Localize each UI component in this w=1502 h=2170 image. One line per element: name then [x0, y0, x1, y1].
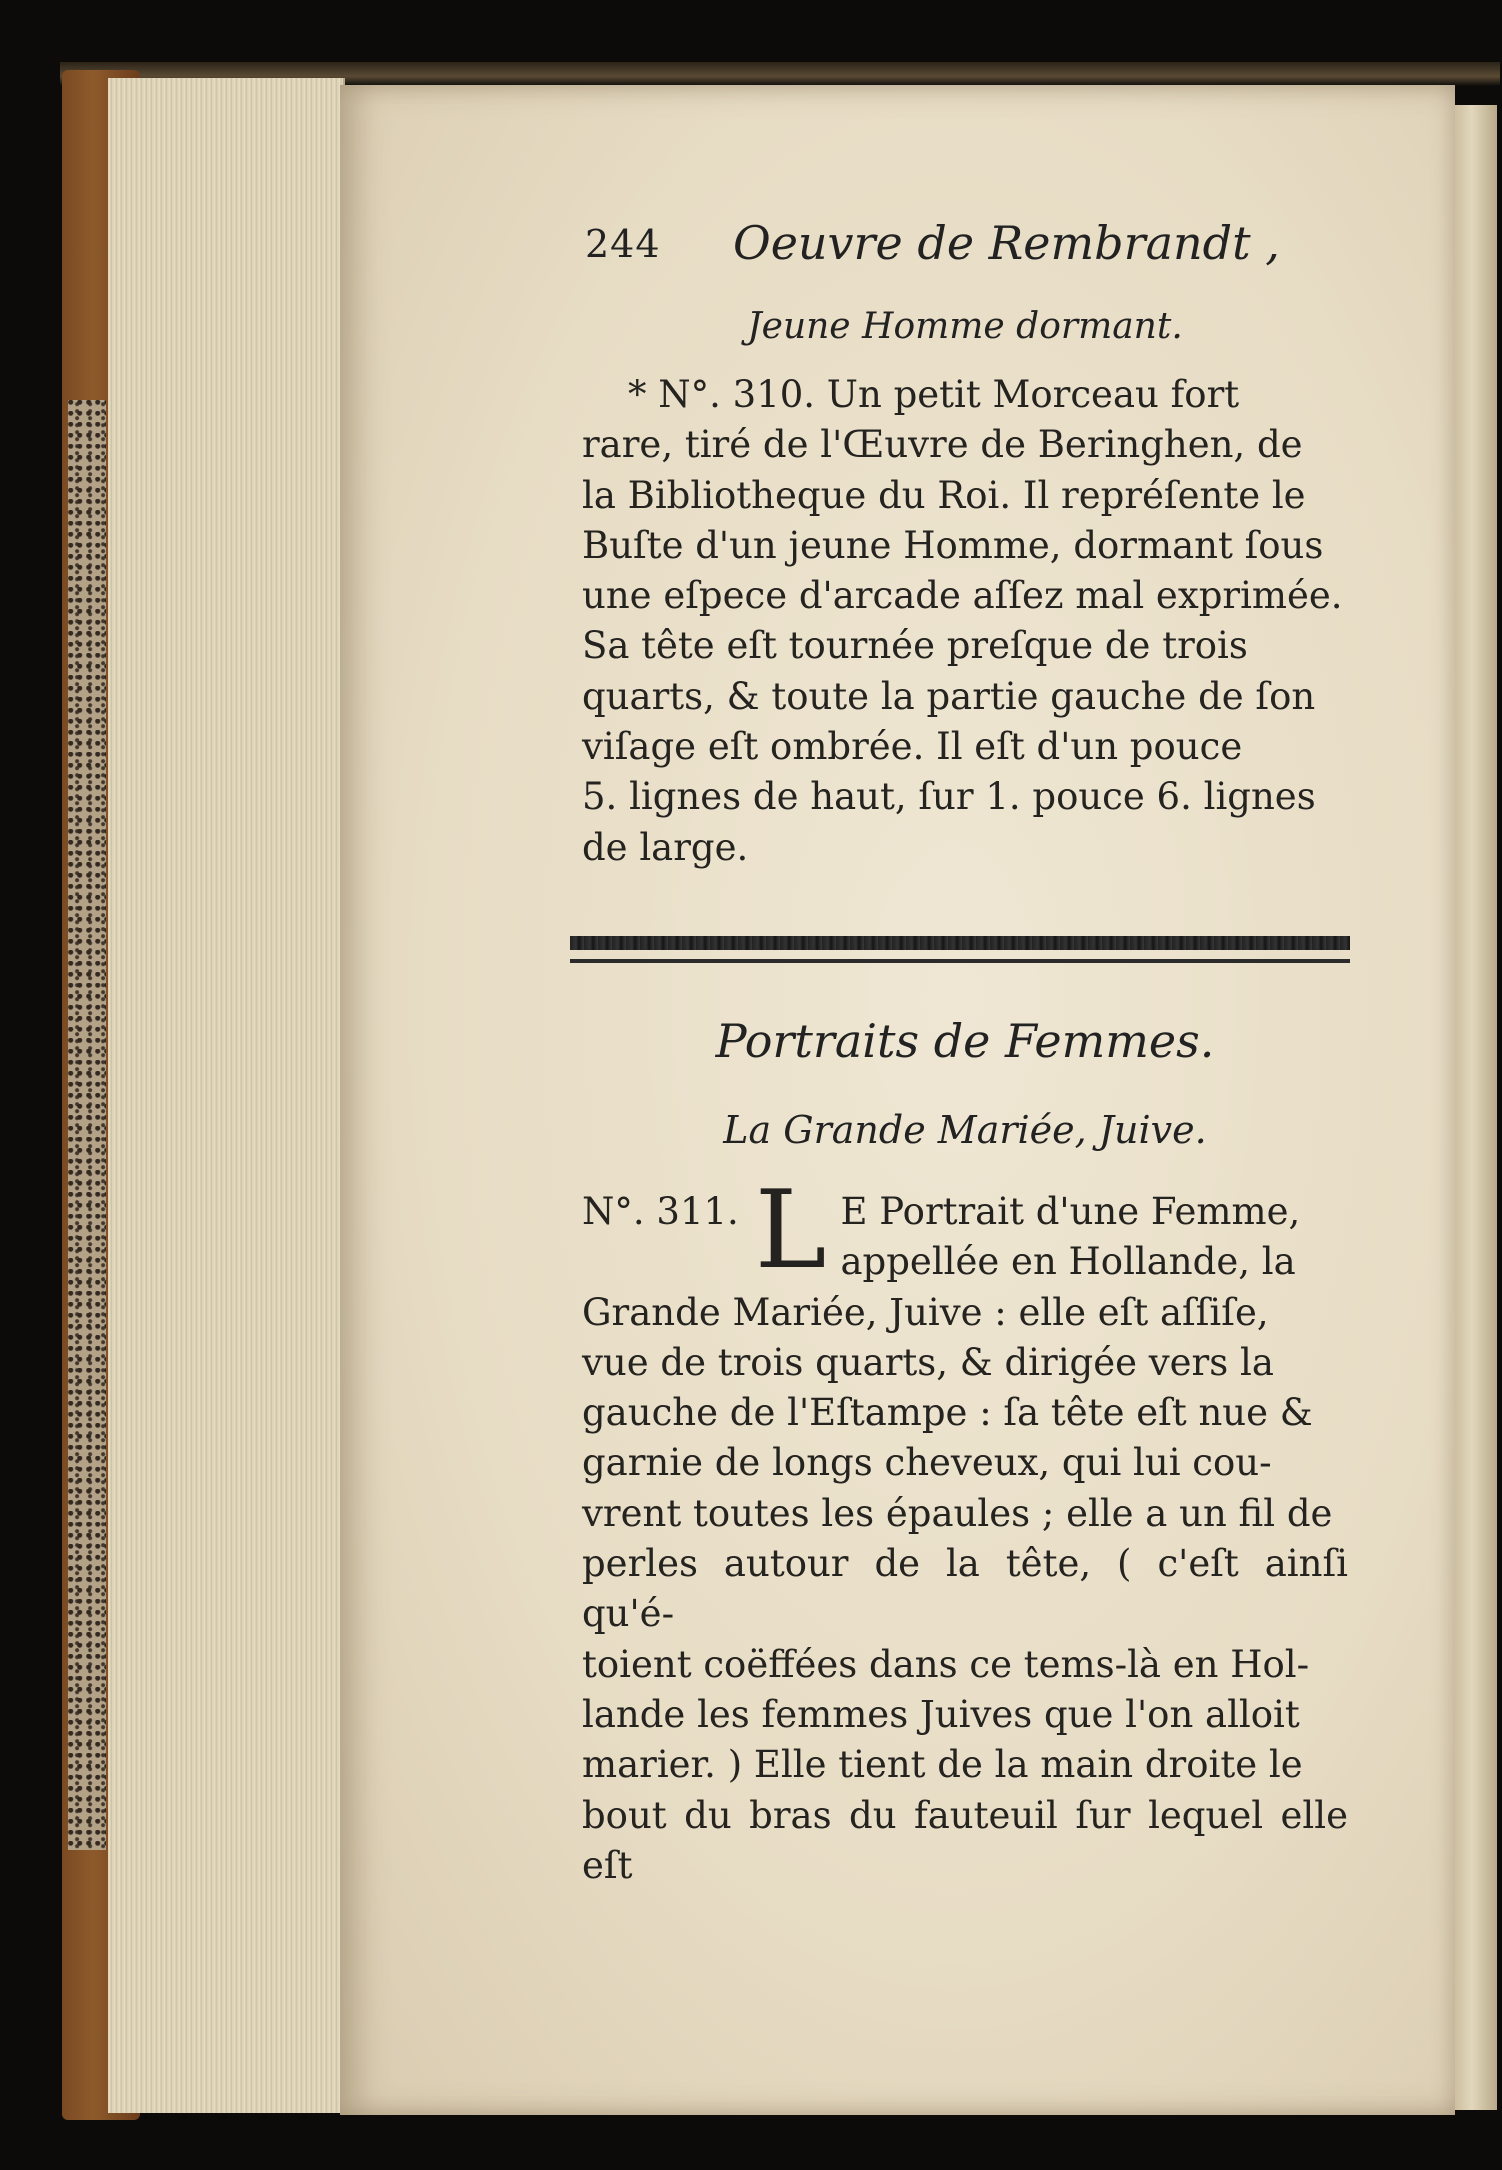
entry-heading: Jeune Homme dormant. [747, 306, 1183, 347]
text-line: la Bibliotheque du Roi. Il repréſente le [582, 473, 1306, 517]
marbled-edge [68, 400, 106, 1850]
text-line: quarts, & toute la partie gauche de ſon [582, 674, 1316, 718]
text-line: vue de trois quarts, & dirigée vers la [582, 1340, 1274, 1384]
page-header [585, 216, 1365, 282]
text-line: de large. [582, 825, 749, 869]
text-line: toient coëffées dans ce tems-là en Hol- [582, 1642, 1310, 1686]
divider-thick-rule [570, 936, 1350, 950]
page-number: 244 [585, 222, 661, 266]
page-edges [108, 78, 345, 2113]
text-line: E Portrait d'une Femme, [840, 1190, 1301, 1233]
text-line: gauche de l'Eſtampe : ſa tête eſt nue & [582, 1391, 1313, 1435]
section-divider [570, 928, 1350, 976]
text-line: appellée en Hollande, la [840, 1240, 1296, 1284]
text-line: perles autour de la tête, ( c'eſt ainſi qu'é- [582, 1542, 1348, 1636]
divider-thin-rule [570, 959, 1350, 963]
text-line: lande les femmes Juives que l'on alloit [582, 1692, 1300, 1736]
text-line: marier. ) Elle tient de la main droite le [582, 1743, 1303, 1787]
text-line: rare, tiré de l'Œuvre de Beringhen, de [582, 423, 1303, 467]
section-title: Portraits de Femmes. [715, 1014, 1215, 1068]
text-line: Grande Mariée, Juive : elle eſt aſſiſe, [582, 1290, 1269, 1334]
running-head: Oeuvre de Rembrandt , [733, 216, 1280, 270]
text-line: viſage eſt ombrée. Il eſt d'un pouce [582, 725, 1243, 769]
text-line: une eſpece d'arcade aſſez mal exprimée. [582, 574, 1343, 618]
section-subtitle: La Grande Mariée, Juive. [723, 1108, 1207, 1152]
text-line: bout du bras du fauteuil ſur lequel elle eſt [582, 1793, 1348, 1887]
text-line: garnie de longs cheveux, qui lui cou- [582, 1441, 1272, 1485]
text-line: vrent toutes les épaules ; elle a un fil de [582, 1491, 1333, 1535]
entry-311-body [582, 1168, 1348, 1891]
drop-cap: L [754, 1168, 827, 1293]
facing-page-edge [1455, 105, 1497, 2110]
text-line: Buſte d'un jeune Homme, dormant ſous [582, 523, 1324, 567]
text-line: 5. lignes de haut, ſur 1. pouce 6. lignes [582, 775, 1316, 819]
entry-number: N°. 311. [582, 1190, 739, 1233]
text-line: * N°. 310. Un petit Morceau fort [628, 373, 1240, 416]
entry-310-body [582, 370, 1348, 873]
text-line: Sa tête eſt tournée preſque de trois [582, 624, 1248, 668]
